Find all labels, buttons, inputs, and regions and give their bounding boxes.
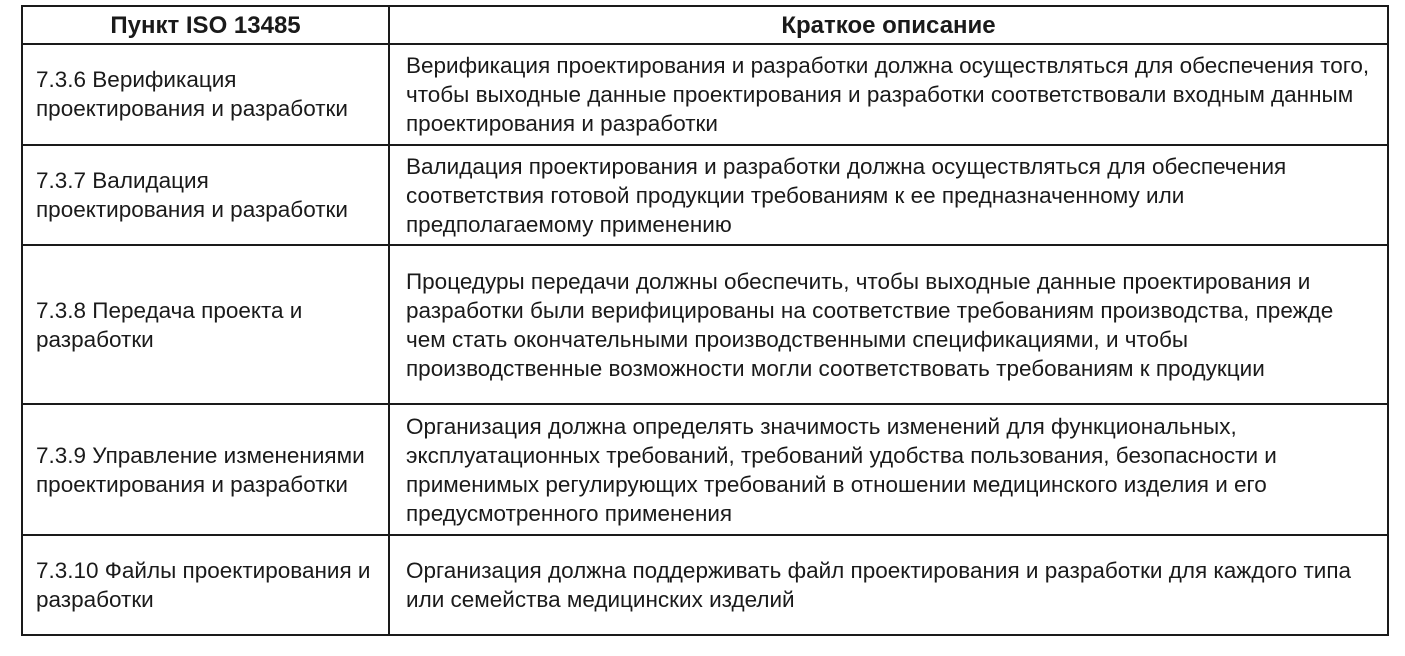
clause-cell: 7.3.9 Управление изменениями проектирования и разработки (22, 404, 389, 535)
description-cell: Организация должна поддерживать файл проектирования и разработки для каждого типа или семейства медицинских изделий (389, 535, 1388, 635)
column-header-description: Краткое описание (389, 6, 1388, 44)
table-header-row (22, 6, 1388, 44)
table-row (22, 145, 1388, 246)
column-header-clause: Пункт ISO 13485 (22, 6, 389, 44)
clause-cell: 7.3.8 Передача проекта и разработки (22, 245, 389, 404)
table-row (22, 535, 1388, 635)
description-cell: Верификация проектирования и разработки должна осуществляться для обеспечения того, чтобы выходные данные проектирования и разработки соответствовали входным данным проектирования и разработки (389, 44, 1388, 145)
description-cell: Организация должна определять значимость изменений для функциональных, эксплуатационных требований, требований удобства пользования, безопасности и применимых регулирующих требований в отношении медицинского изделия и его предусмотренного применения (389, 404, 1388, 535)
table-row (22, 44, 1388, 145)
clause-cell: 7.3.10 Файлы проектирования и разработки (22, 535, 389, 635)
table-row (22, 245, 1388, 404)
iso-13485-table (21, 5, 1389, 636)
description-cell: Валидация проектирования и разработки должна осуществляться для обеспечения соответствия готовой продукции требованиям к ее предназначенному или предполагаемому применению (389, 145, 1388, 246)
clause-cell: 7.3.7 Валидация проектирования и разработки (22, 145, 389, 246)
table-row (22, 404, 1388, 535)
description-cell: Процедуры передачи должны обеспечить, чтобы выходные данные проектирования и разработки были верифицированы на соответствие требованиям производства, прежде чем стать окончательными производственными спецификациями, и чтобы производственные возможности могли соответствовать требованиям к продукции (389, 245, 1388, 404)
clause-cell: 7.3.6 Верификация проектирования и разработки (22, 44, 389, 145)
